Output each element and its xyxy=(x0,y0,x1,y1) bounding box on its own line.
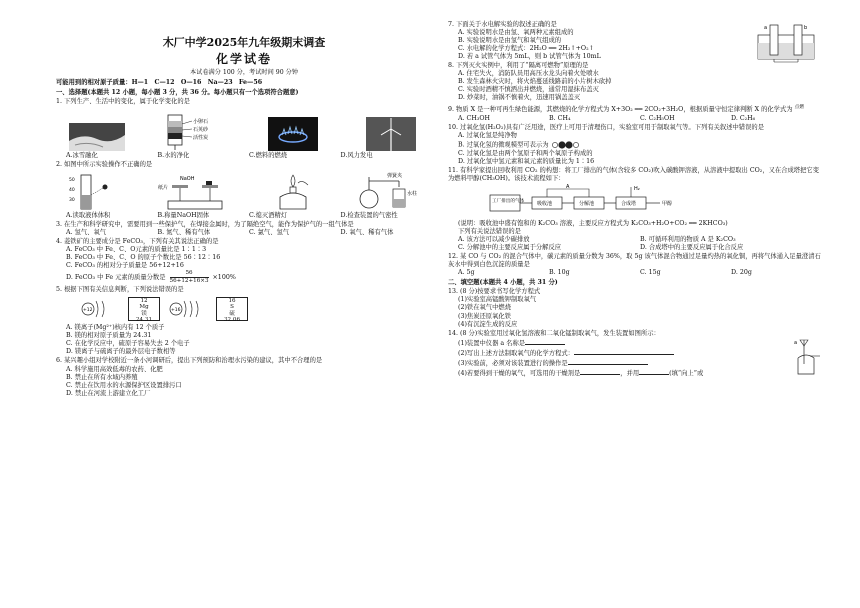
q14-item-1 xyxy=(448,338,822,348)
q10-option-b-text: B. 过氧化氢的微观模型可表示为 xyxy=(458,141,549,149)
electrolysis-apparatus-icon xyxy=(754,21,818,63)
wind-turbine-icon xyxy=(366,117,416,151)
q14-item-4-mid: ，并用 xyxy=(620,369,640,377)
tube-a-label: a xyxy=(764,25,768,31)
q1-option-b[interactable]: B.水的净化 xyxy=(157,151,190,159)
ice-photo-icon xyxy=(69,123,125,151)
q2-stem: 2. 如图中所示实验操作不正确的是 xyxy=(56,160,153,168)
q2-fig-a xyxy=(56,173,138,211)
q4-option-a[interactable]: A. FeCO₃ 中 Fe、C、O元素的质量比是 1∶1∶3 xyxy=(66,245,207,253)
water-filter-icon xyxy=(160,113,230,151)
q11-option-c[interactable]: C. 分解池中的主要反应属于分解反应 xyxy=(458,244,562,252)
flow-absorb: 吸收池 xyxy=(537,200,553,207)
q13-item-3: (3)焦炭还原氧化铁 xyxy=(458,312,511,320)
mg-name: 镁 xyxy=(141,310,147,317)
section1-title: 一、选择题(本题共 12 小题，每小题 3 分，共 36 分。每小题只有一个选项符合题意) xyxy=(56,89,299,97)
balance-icon xyxy=(158,173,232,211)
q11-flowchart xyxy=(488,183,708,217)
q12-option-d[interactable]: D. 20g xyxy=(731,269,752,277)
s-symbol: S xyxy=(230,304,234,311)
section2-title: 二、填空题(本题共 4 小题，共 31 分) xyxy=(448,279,558,287)
q2-fig-b xyxy=(154,173,236,211)
q2-option-c[interactable]: C.熄灭酒精灯 xyxy=(249,211,288,219)
q10-option-a[interactable]: A. 过氧化氢是纯净物 xyxy=(458,131,517,139)
q2-figures xyxy=(56,171,432,211)
q7-option-d[interactable]: D. 若 a 试管气体为 5mL，则 b 试管气体为 10mL xyxy=(458,53,601,61)
q8-option-d[interactable]: D. 炒菜时，油锅不慎着火，迅速用锅盖盖灭 xyxy=(458,94,581,102)
cyl-tick-40: 40 xyxy=(69,187,75,193)
q6-option-d[interactable]: D. 禁止在河流上游建立化工厂 xyxy=(66,389,151,397)
flow-synthesis: 合成塔 xyxy=(621,200,637,207)
q7-option-b[interactable]: B. 实验说明水是由氢气和氧气组成的 xyxy=(458,37,562,45)
q14-blank-5[interactable] xyxy=(639,368,669,375)
q2-option-d[interactable]: D.检查装置的气密性 xyxy=(340,211,398,219)
flow-label-h2: H₂ xyxy=(634,185,640,192)
q14-blank-3[interactable] xyxy=(568,358,648,365)
q14-item-2 xyxy=(448,348,822,358)
q3-option-d[interactable]: D. 氧气、稀有气体 xyxy=(340,228,394,236)
q13-item-2: (2)铁在氧气中燃烧 xyxy=(458,304,511,312)
cyl-tick-30: 30 xyxy=(69,197,75,203)
q10-option-b[interactable] xyxy=(448,140,822,150)
q12-option-c[interactable]: C. 15g xyxy=(640,269,661,277)
exam-subtitle: 本试卷满分 100 分，考试时间 90 分钟 xyxy=(190,69,298,77)
q5-option-c[interactable]: C. 在化学反应中，硫原子容易失去 2 个电子 xyxy=(66,340,190,348)
q9-option-d[interactable]: D. C₂H₆ xyxy=(731,114,756,122)
q4-option-d[interactable] xyxy=(56,270,432,285)
q9-option-a[interactable]: A. CH₃OH xyxy=(458,114,491,122)
q13-item-4: (4)有沉淀生成的反应 xyxy=(458,320,518,328)
q4-stem: 4. 菱铁矿的主要成分是 FeCO₃，下列有关其说法正确的是 xyxy=(56,237,219,245)
q11-option-b[interactable]: B. 可循环利用的物质 A 是 K₂CO₃ xyxy=(640,236,736,244)
gas-flame-icon xyxy=(268,117,318,151)
q9-option-b[interactable]: B. CH₄ xyxy=(549,114,571,122)
graduated-cylinder-icon xyxy=(67,173,127,211)
q11-option-d[interactable]: D. 合成塔中的主要反应属于化合反应 xyxy=(640,244,744,252)
mg-number: 12 xyxy=(140,298,148,305)
q4-fraction xyxy=(170,270,209,285)
fig-label-pebble: 小卵石 xyxy=(193,118,209,125)
q9-option-c[interactable]: C. C₂H₅OH xyxy=(640,114,675,122)
mg-nucleus: +12 xyxy=(83,308,93,314)
airtight-check-icon xyxy=(351,171,431,211)
q11-options-row2 xyxy=(448,244,822,252)
h2o2-molecule-icon xyxy=(551,140,579,150)
right-column xyxy=(448,20,822,378)
q8-stem: 8. 下列灭火实例中，利用了“隔离可燃物”原理的是 xyxy=(448,62,589,70)
flow-label-a: A xyxy=(566,183,570,190)
q8-option-b[interactable]: B. 发生森林火灾时，将火焰蔓延线路前的小片树木砍掉 xyxy=(458,78,612,86)
q2-option-a[interactable]: A.读取液体体积 xyxy=(66,211,111,219)
q8-option-a[interactable]: A. 住宅失火，消防队员用高压水龙头向着火处喷水 xyxy=(458,70,599,78)
s-name: 硫 xyxy=(229,310,235,317)
q6-option-a[interactable]: A. 科学施用高效低毒的农药、化肥 xyxy=(66,365,163,373)
q5-stem: 5. 根据下图有关信息判断，下列说法错误的是 xyxy=(56,286,184,294)
q1-fig-c xyxy=(252,117,334,151)
paper-label: 纸片 xyxy=(158,184,169,191)
q14-block xyxy=(448,330,822,378)
mg-symbol: Mg xyxy=(139,304,149,311)
q4-option-d-text: D. FeCO₃ 中 Fe 元素的质量分数是 xyxy=(66,274,166,282)
naoh-label: NaOH xyxy=(180,175,195,182)
q12-stem: 12. 某 CO 与 CO₂ 的混合气体中，碳元素的质量分数为 36%，取 5g 该气体混合物通过足量灼热的氧化铜，再将气体通入足量澄清石灰水中得到白色沉淀的质量是 xyxy=(448,253,821,269)
q2-fig-c xyxy=(252,173,334,211)
q14-stem: 14. (8 分)实验室用过氧化氢溶液和二氧化锰制取氧气，发生装置如图所示： xyxy=(448,329,660,337)
q12-option-b[interactable]: B. 10g xyxy=(549,269,570,277)
q6-option-c[interactable]: C. 禁止在饮用水的水源保护区设置排污口 xyxy=(66,381,182,389)
water-column-label: 水柱 xyxy=(407,190,418,197)
q14-blank-1[interactable] xyxy=(525,338,565,345)
q2-fig-d xyxy=(350,171,432,211)
q6-stem: 6. 某兴趣小组对学校附近一条小河调研后，提出下列预防和治理水污染的建议，其中不合理的是 xyxy=(56,357,323,365)
q10-stem: 10. 过氧化氢(H₂O₂)具有广泛用途，医疗上可用于清理伤口，实验室可用于制取氧气等。下列有关叙述中错误的是 xyxy=(448,123,764,131)
q1-figures xyxy=(56,109,432,151)
q1-fig-a xyxy=(56,123,138,151)
q14-item-4-text: (4)若要得到干燥的氧气，可选用的干燥剂是 xyxy=(458,369,581,377)
mg-element-card xyxy=(128,297,160,321)
mg-ion-structure-icon xyxy=(80,297,120,321)
q1-fig-d xyxy=(350,117,432,151)
q4-frac-num: 56 xyxy=(170,270,209,278)
q7-option-a[interactable]: A. 实验说明水是由氢、氧两种元素组成的 xyxy=(458,29,574,37)
q7-stem: 7. 下面关于水电解实验的叙述正确的是 xyxy=(448,21,557,28)
flow-decompose: 分解池 xyxy=(579,200,595,207)
left-column xyxy=(56,20,432,398)
exam-subject: 化学试卷 xyxy=(215,52,272,67)
q12-option-a[interactable]: A. 5g xyxy=(458,269,475,277)
q9-stem xyxy=(448,105,822,114)
q1-option-d[interactable]: D.风力发电 xyxy=(340,151,373,159)
q11-options-row1 xyxy=(448,236,822,244)
q5-option-d[interactable]: D. 镁离子与硫离子的最外层电子数相等 xyxy=(66,348,176,356)
flow-factory: 工厂排出的气体 xyxy=(492,198,525,204)
q2-option-b[interactable]: B.称量NaOH固体 xyxy=(157,211,210,219)
mg-mass: 24.31 xyxy=(135,316,152,323)
q1-option-c[interactable]: C.燃料的燃烧 xyxy=(249,151,288,159)
exam-title: 木厂中学2025年九年级期末调查 xyxy=(162,36,326,49)
q14-item-3-text: (3)实验前，必须对该装置进行的操作是 xyxy=(458,359,568,367)
q5-option-b[interactable]: B. 镁的相对原子质量为 24.31 xyxy=(66,332,152,340)
o2-apparatus-icon xyxy=(792,338,822,378)
q1-stem: 1. 下列生产、生活中的变化，属于化学变化的是 xyxy=(56,98,190,106)
q14-item-2-text: (2)写出上述方法制取氧气的化学方程式： xyxy=(458,349,574,357)
q1-options xyxy=(56,152,432,160)
q10-option-c[interactable]: C. 过氧化氢是由两个氢原子和两个氧原子构成的 xyxy=(458,149,593,157)
q9-condition: 点燃 xyxy=(794,105,805,111)
q5-figures xyxy=(56,294,432,324)
q14-item-4-tail: (填“向上”或 xyxy=(669,369,704,377)
q1-option-a[interactable]: A.冰雪融化 xyxy=(66,151,98,159)
apparatus-a-label: a xyxy=(794,339,798,346)
q14-blank-4[interactable] xyxy=(580,368,620,375)
clamp-label: 弹簧夹 xyxy=(387,172,403,179)
q9-stem-text: 9. 物质 X 是一种可再生绿色能源，其燃烧的化学方程式为 X+3O₂ ══ 2CO₂+3H₂O，根据质量守恒定律判断 X 的化学式为 xyxy=(448,106,793,114)
q11-option-a[interactable]: A. 该方法可以减少碳排放 xyxy=(458,236,530,244)
q1-fig-b xyxy=(154,113,236,151)
q3-options xyxy=(56,229,432,237)
alcohol-lamp-icon xyxy=(268,173,318,211)
q9-options xyxy=(448,115,822,123)
q12-options xyxy=(448,269,822,277)
atomic-masses: 可能用到的相对原子质量：H—1 C—12 O—16 Na—23 Fe—56 xyxy=(56,79,263,87)
flow-methanol: 甲醇 xyxy=(662,200,673,207)
q8-option-c[interactable]: C. 实验时酒精不慎洒出并燃烧，通常用湿抹布盖灭 xyxy=(458,86,599,94)
q3-option-c[interactable]: C. 氯气、氢气 xyxy=(249,228,290,236)
q14-item-1-text: (1)装置中仪器 a 名称是 xyxy=(458,339,526,347)
q13-stem: 13. (8 分)按要求书写化学方程式 xyxy=(448,288,541,296)
cyl-tick-50: 50 xyxy=(69,177,75,183)
q13-item-1: (1)实验室高锰酸钾制取氧气 xyxy=(458,296,537,304)
fig-label-carbon: 活性炭 xyxy=(193,134,209,141)
q4-frac-tail: ×100% xyxy=(212,274,236,282)
q4-frac-den: 56+12+16×3 xyxy=(169,278,209,285)
s-ion-structure-icon xyxy=(168,297,208,321)
fig-label-sand: 石英砂 xyxy=(193,126,209,133)
q4-option-c[interactable]: C. FeCO₃ 的相对分子质量是 56+12+16 xyxy=(66,261,184,269)
q2-options xyxy=(56,212,432,220)
s-number: 16 xyxy=(228,298,236,305)
q5-option-a[interactable]: A. 镁离子(Mg²⁺)核内有 12 个质子 xyxy=(66,324,165,332)
q14-item-3 xyxy=(448,358,822,368)
s-nucleus: +16 xyxy=(171,308,181,314)
q7-option-c[interactable]: C. 水电解的化学方程式：2H₂O ══ 2H₂↑+O₂↑ xyxy=(458,45,594,53)
s-mass: 32.06 xyxy=(223,316,240,323)
q3-option-a[interactable]: A. 氢气、氧气 xyxy=(66,228,107,236)
tube-b-label: b xyxy=(804,25,808,31)
q10-option-d[interactable]: D. 过氧化氢中氢元素和氧元素的质量比为 1∶16 xyxy=(458,157,595,165)
q3-option-b[interactable]: B. 氮气、稀有气体 xyxy=(157,228,211,236)
q3-stem: 3. 在生产和科学研究中，需要用到一些保护气，在焊接金属时，为了隔绝空气，能作为保护气的一组气体是 xyxy=(56,220,354,228)
q6-option-b[interactable]: B. 禁止在所有水域内养殖 xyxy=(66,373,138,381)
q14-item-4 xyxy=(448,368,822,378)
q14-blank-2[interactable] xyxy=(574,348,674,355)
q11-sub: 下列有关说法错误的是 xyxy=(458,228,521,236)
q4-option-b[interactable]: B. FeCO₃ 中 Fe、C、O 的原子个数比是 56∶12∶16 xyxy=(66,253,221,261)
q11-stem: 11. 有科学家提出回收利用 CO₂ 的构想：将工厂排出的气体(含较多 CO₂)吹入碳酸钾溶液，从溶液中提取出 CO₂，又在合成塔把它变为燃料甲醇(CH₃OH)。该技术流程如下： xyxy=(448,166,819,182)
q11-note: (说明：吸收池中盛有饱和的 K₂CO₃ 溶液，主要反应方程式为 K₂CO₃+H₂O+CO₂ ══ 2KHCO₃) xyxy=(458,219,728,227)
q7-block xyxy=(448,21,822,61)
s-element-card xyxy=(216,297,248,321)
